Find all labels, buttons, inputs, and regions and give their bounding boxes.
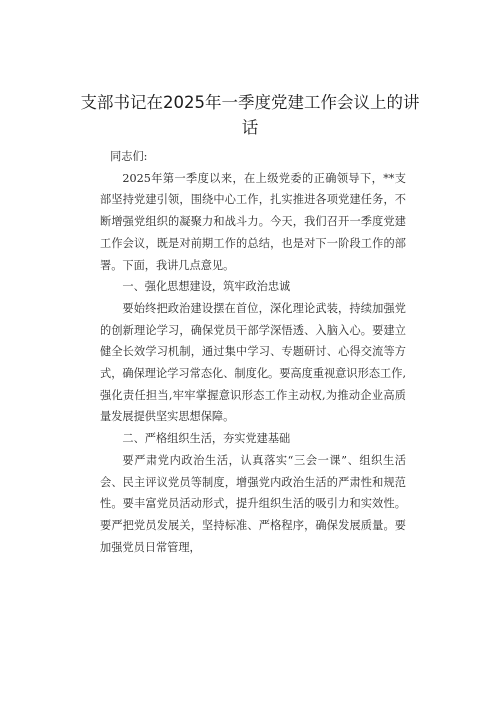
document-body xyxy=(100,146,406,558)
intro-paragraph: 2025年第一季度以来，在上级党委的正确领导下，**支部坚持党建引领，围绕中心工作，扎实推进各项党建任务，不断增强党组织的凝聚力和战斗力。今天，我们召开一季度党建工作会议，既是对前期工作的总结，也是对下一阶段工作的部署。下面，我讲几点意见。 xyxy=(100,171,406,272)
section-1-paragraph: 要始终把政治建设摆在首位，深化理论武装，持续加强党的创新理论学习，确保党员干部学深悟透、入脑入心。要建立健全长效学习机制，通过集中学习、专题研讨、心得交流等方式，确保理论学习常态化、制度化。要高度重视意识形态工作,强化责任担当,牢牢掌握意识形态工作主动权,为推动企业高质量发展提供坚实思想保障。 xyxy=(100,301,406,424)
salutation: 同志们: xyxy=(110,150,148,163)
document-title: 支部书记在2025年一季度党建工作会议上的讲话 xyxy=(80,93,420,137)
section-heading-1: 一、强化思想建设，筑牢政治忠诚 xyxy=(122,280,291,294)
section-heading-2: 二、严格组织生活，夯实党建基础 xyxy=(122,432,291,446)
section-2-paragraph: 要严肃党内政治生活，认真落实“三会一课”、组织生活会、民主评议党员等制度，增强党内政治生活的严肃性和规范性。要丰富党员活动形式，提升组织生活的吸引力和实效性。要严把党员发展关，坚持标准、严格程序，确保发展质量。要加强党员日常管理， xyxy=(100,453,406,554)
